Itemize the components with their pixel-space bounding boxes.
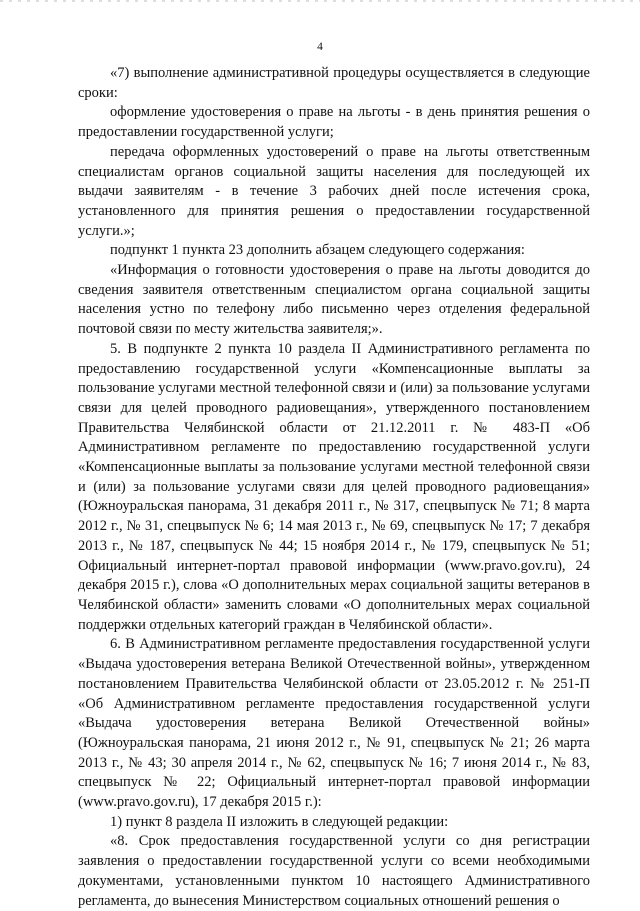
paragraph-point-8: «8. Срок предоставления государственной услуги со дня регистрации заявления о предоставлении государственной услуги со всеми необходимыми документами, установленными пунктом 10 настоящего Административного регламента, до вынесения Министерством социальных отношений решения о [78,833,590,909]
paragraph-item-5: 5. В подпункте 2 пункта 10 раздела II Административного регламента по предоставлению государственной услуги «Компенсационные выплаты за пользование услугами местной телефонной связи и (или) за пользование услугами связи для целей проводного радиовещания», утвержденного постановлением Правительства Челябинской области от 21.12.2011 г. № 483-П «Об Административном регламенте по предоставлению государственной услуги «Компенсационные выплаты за пользование услугами местной телефонной связи и (или) за пользование услугами связи для целей проводного радиовещания» (Южноуральская панорама, 31 декабря 2011 г., № 317, спецвыпуск № 71; 8 марта 2012 г., № 31, спецвыпуск № 6; 14 мая 2013 г., № 69, спецвыпуск № 17; 7 декабря 2013 г., № 187, спецвыпуск № 44; 15 ноября 2014 г., № 179, спецвыпуск № 51; Официальный интернет-портал правовой информации (www.pravo.gov.ru), 24 декабря 2015 г.), слова «О дополнительных мерах социальной защиты ветеранов в Челябинской области» заменить словами «О дополнительных мерах социальной поддержки отдельных категорий граждан в Челябинской области». [78,340,590,633]
scan-artifact-line [0,0,640,2]
page-number: 4 [317,41,323,53]
paragraph-7-intro: «7) выполнение административной процедуры осуществляется в следующие сроки: [78,65,590,101]
paragraph-subitem-1: 1) пункт 8 раздела II изложить в следующей редакции: [110,813,449,830]
paragraph-subpoint-23: подпункт 1 пункта 23 дополнить абзацем следующего содержания: [110,242,525,259]
paragraph-issuance-term: оформление удостоверения о праве на льготы - в день принятия решения о предоставлении государственной услуги; [78,104,590,141]
paragraph-item-6: 6. В Административном регламенте предоставления государственной услуги «Выдача удостоверения ветерана Великой Отечественной войны», утвержденном постановлением Правительства Челябинской области от 23.05.2012 г. № 251-П «Об Административном регламенте предоставления государственной услуги «Выдача удостоверения ветерана Великой Отечественной войны» (Южноуральская панорама, 21 июня 2012 г., № 91, спецвыпуск № 21; 26 марта 2013 г., № 43; 30 апреля 2014 г., № 62, спецвыпуск № 16; 7 июня 2014 г., № 83, спецвыпуск № 22; Официальный интернет-портал правовой информации (www.pravo.gov.ru), 17 декабря 2015 г.): [78,636,590,811]
document-body [78,64,590,911]
paragraph-transfer-term: передача оформленных удостоверений о праве на льготы ответственным специалистам органов социальной защиты населения для последующей их выдачи заявителям - в течение 3 рабочих дней после истечения срока, установленного для принятия решения о предоставлении государственной услуги.»; [78,143,590,239]
paragraph-readiness-info: «Информация о готовности удостоверения о праве на льготы доводится до сведения заявителя ответственным специалистом органа социальной защиты населения устно по телефону либо письменно через отделения федеральной почтовой связи по месту жительства заявителя;». [78,262,590,338]
